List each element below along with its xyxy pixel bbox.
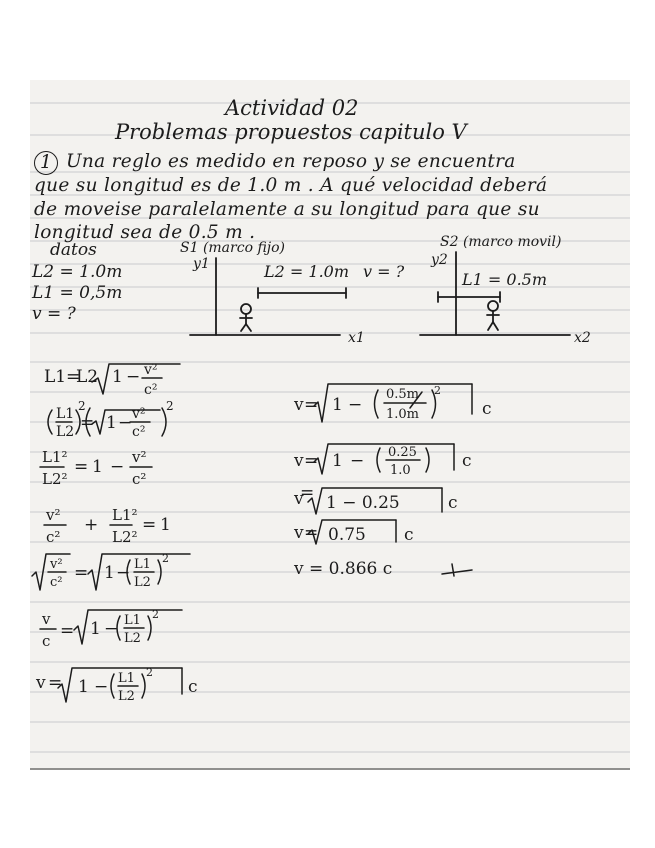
svg-text:−: − bbox=[116, 563, 131, 583]
frame1-length-label: L2 = 1.0m bbox=[264, 262, 349, 281]
svg-text:1: 1 bbox=[332, 395, 343, 415]
svg-text:2: 2 bbox=[146, 666, 153, 679]
datos-heading: datos bbox=[50, 240, 97, 260]
svg-text:1: 1 bbox=[90, 619, 101, 639]
svg-text:L1: L1 bbox=[118, 671, 135, 686]
frame2-y-label: y2 bbox=[431, 252, 448, 268]
derivation-right bbox=[292, 378, 552, 618]
svg-text:c²: c² bbox=[132, 424, 146, 440]
svg-text:v²: v² bbox=[132, 406, 146, 422]
svg-text:c²: c² bbox=[144, 382, 158, 398]
svg-text:v: v bbox=[294, 451, 304, 471]
svg-text:v: v bbox=[36, 673, 46, 693]
svg-text:1.0: 1.0 bbox=[390, 463, 411, 478]
svg-text:=: = bbox=[66, 367, 81, 387]
svg-text:1.0m: 1.0m bbox=[386, 407, 420, 422]
frame1-label: S1 (marco fijo) bbox=[180, 240, 286, 256]
problem-line-2: que su longitud es de 1.0 m . A qué velocidad deberá bbox=[34, 175, 548, 196]
svg-text:−: − bbox=[110, 457, 125, 477]
svg-text:v = 0.866 c: v = 0.866 c bbox=[294, 559, 393, 579]
page-title: Actividad 02 bbox=[225, 96, 359, 120]
svg-text:1: 1 bbox=[78, 677, 89, 697]
svg-text:L1²: L1² bbox=[112, 506, 138, 524]
svg-text:=: = bbox=[304, 451, 319, 471]
frame1-x-label: x1 bbox=[348, 330, 365, 346]
svg-text:=: = bbox=[142, 515, 157, 535]
derivation-left bbox=[30, 358, 330, 770]
svg-text:−: − bbox=[94, 677, 109, 697]
svg-text:c: c bbox=[462, 451, 472, 471]
observer-figure-1 bbox=[240, 304, 252, 331]
svg-text:0.25: 0.25 bbox=[388, 445, 417, 460]
svg-text:v²: v² bbox=[132, 448, 147, 466]
svg-text:v²: v² bbox=[46, 506, 61, 524]
svg-text:1: 1 bbox=[112, 367, 123, 387]
frame1-velocity-label: v = ? bbox=[363, 262, 405, 281]
svg-text:+: + bbox=[84, 515, 99, 535]
svg-text:c²: c² bbox=[132, 470, 147, 488]
svg-text:0.75: 0.75 bbox=[328, 525, 366, 545]
svg-text:c²: c² bbox=[46, 528, 61, 546]
svg-text:L1: L1 bbox=[56, 406, 75, 422]
frame2-length-label: L1 = 0.5m bbox=[462, 270, 547, 289]
problem-line-3: de moveise paralelamente a su longitud para que su bbox=[34, 199, 540, 220]
svg-text:c: c bbox=[188, 677, 198, 697]
svg-text:=: = bbox=[80, 413, 95, 433]
svg-text:L2²: L2² bbox=[42, 470, 68, 488]
svg-text:−: − bbox=[348, 395, 363, 415]
svg-text:L2²: L2² bbox=[112, 528, 138, 546]
svg-text:=: = bbox=[304, 395, 319, 415]
problem-line-4: longitud sea de 0.5 m . bbox=[34, 222, 256, 243]
svg-text:1: 1 bbox=[92, 457, 103, 477]
svg-text:−: − bbox=[104, 619, 119, 639]
svg-text:v²: v² bbox=[50, 557, 63, 572]
datos-item: L2 = 1.0m bbox=[32, 262, 123, 282]
svg-text:1 − 0.25: 1 − 0.25 bbox=[326, 493, 400, 513]
svg-text:v: v bbox=[294, 489, 304, 509]
svg-text:=: = bbox=[74, 457, 89, 477]
frame2-label: S2 (marco movil) bbox=[440, 234, 562, 250]
svg-text:L1: L1 bbox=[134, 557, 151, 572]
datos-item: v = ? bbox=[32, 304, 76, 324]
observer-figure-2 bbox=[487, 301, 499, 330]
svg-text:2: 2 bbox=[152, 608, 159, 621]
svg-text:=: = bbox=[48, 673, 63, 693]
svg-text:L2: L2 bbox=[76, 367, 99, 387]
svg-text:=: = bbox=[304, 523, 319, 543]
svg-text:=: = bbox=[300, 483, 315, 503]
problem-line-1: Una reglo es medido en reposo y se encuentra bbox=[66, 151, 516, 172]
svg-text:=: = bbox=[60, 621, 75, 641]
datos-item: L1 = 0,5m bbox=[32, 283, 123, 303]
svg-text:−: − bbox=[350, 451, 365, 471]
svg-text:−: − bbox=[118, 413, 133, 433]
svg-text:1: 1 bbox=[104, 563, 115, 583]
svg-text:v: v bbox=[42, 610, 51, 628]
svg-text:c: c bbox=[448, 493, 458, 513]
svg-text:v: v bbox=[294, 523, 304, 543]
svg-text:2: 2 bbox=[78, 399, 86, 413]
notebook-page bbox=[30, 80, 630, 770]
svg-text:2: 2 bbox=[162, 552, 169, 565]
svg-text:1: 1 bbox=[106, 413, 117, 433]
svg-text:L2: L2 bbox=[134, 575, 151, 590]
svg-text:L2: L2 bbox=[118, 689, 135, 704]
svg-text:v: v bbox=[294, 395, 304, 415]
svg-text:L2: L2 bbox=[56, 424, 75, 440]
problem-number: 1 bbox=[34, 151, 58, 175]
reference-frames-diagram bbox=[30, 80, 630, 350]
svg-text:L1: L1 bbox=[44, 367, 67, 387]
svg-text:c: c bbox=[482, 399, 492, 419]
page-subtitle: Problemas propuestos capitulo V bbox=[115, 120, 467, 144]
frame1-y-label: y1 bbox=[193, 256, 210, 272]
svg-text:c: c bbox=[42, 632, 51, 650]
svg-text:1: 1 bbox=[332, 451, 343, 471]
svg-text:2: 2 bbox=[434, 384, 441, 397]
frame2-x-label: x2 bbox=[574, 330, 591, 346]
svg-text:L1: L1 bbox=[124, 613, 141, 628]
svg-text:0.5m: 0.5m bbox=[386, 387, 420, 402]
svg-text:L1²: L1² bbox=[42, 448, 68, 466]
svg-text:c²: c² bbox=[50, 575, 63, 590]
svg-text:L2: L2 bbox=[124, 631, 141, 646]
svg-text:v²: v² bbox=[144, 362, 158, 378]
svg-text:−: − bbox=[126, 367, 141, 387]
svg-text:2: 2 bbox=[166, 399, 174, 413]
svg-text:=: = bbox=[74, 563, 89, 583]
svg-text:1: 1 bbox=[160, 515, 171, 535]
svg-text:c: c bbox=[404, 525, 414, 545]
